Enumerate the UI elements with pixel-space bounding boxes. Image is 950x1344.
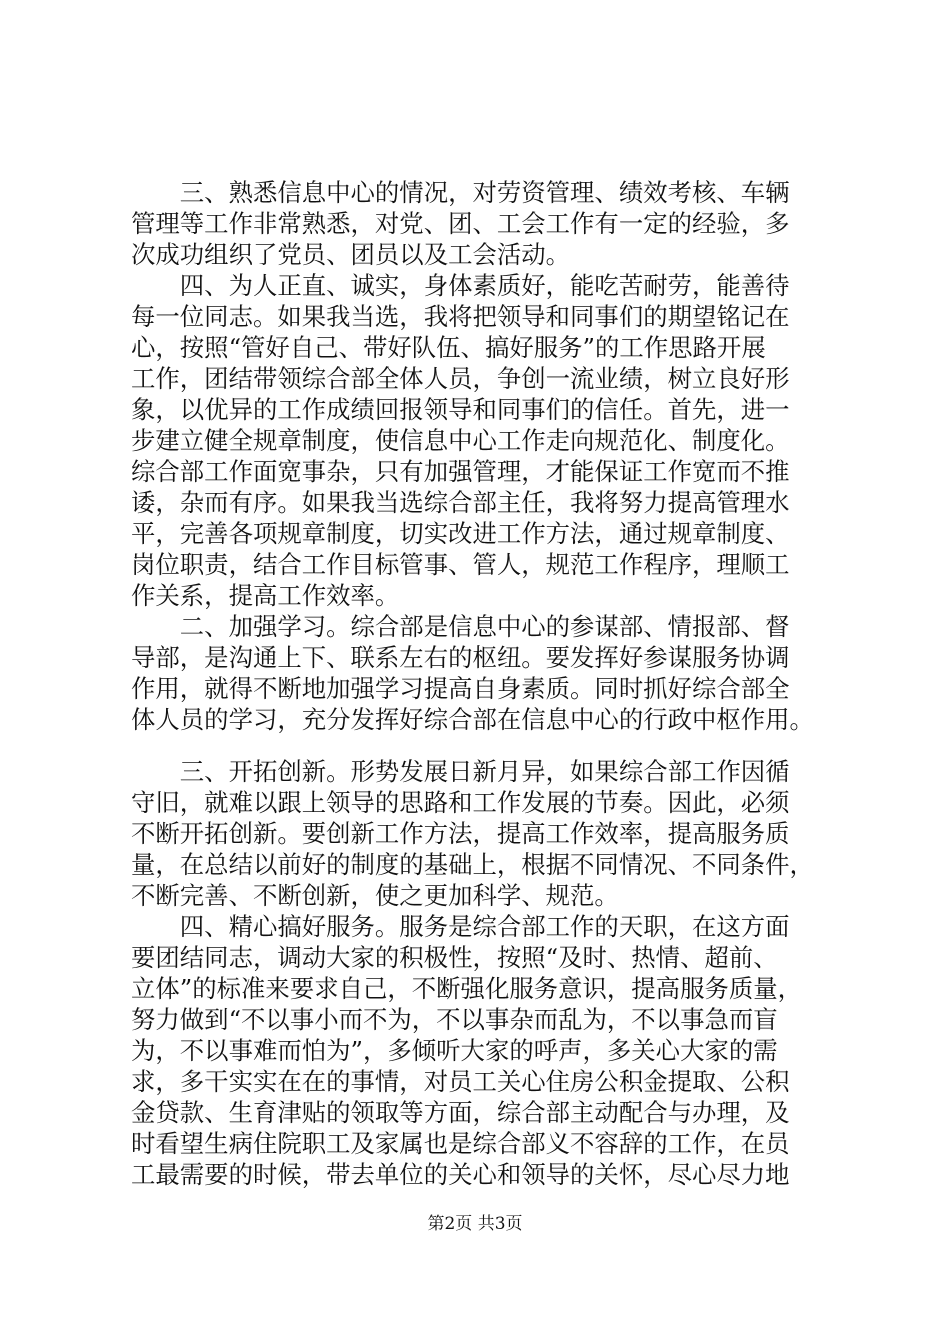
- text-line: 作用，就得不断地加强学习提高自身素质。同时抓好综合部全: [131, 674, 790, 703]
- text-line: 金贷款、生育津贴的领取等方面，综合部主动配合与办理，及: [131, 1098, 790, 1127]
- text-line: 三、熟悉信息中心的情况，对劳资管理、绩效考核、车辆: [131, 178, 790, 207]
- text-line: 次成功组织了党员、团员以及工会活动。: [131, 240, 571, 269]
- text-line: 求，多干实实在在的事情，对员工关心住房公积金提取、公积: [131, 1067, 790, 1096]
- text-line: 象，以优异的工作成绩回报领导和同事们的信任。首先，进一: [131, 395, 790, 424]
- text-line: 努力做到“不以事小而不为，不以事杂而乱为，不以事急而盲: [131, 1005, 778, 1034]
- text-line: 综合部工作面宽事杂，只有加强管理，才能保证工作宽而不推: [131, 457, 790, 486]
- text-line: 诿，杂而有序。如果我当选综合部主任，我将努力提高管理水: [131, 488, 790, 517]
- text-line: 四、为人正直、诚实，身体素质好，能吃苦耐劳，能善待: [131, 271, 790, 300]
- text-line: 心，按照“管好自己、带好队伍、搞好服务”的工作思路开展: [131, 333, 766, 362]
- text-line: 岗位职责，结合工作目标管事、管人，规范工作程序，理顺工: [131, 550, 790, 579]
- text-line: 不断完善、不断创新，使之更加科学、规范。: [131, 881, 619, 910]
- text-line: 体人员的学习，充分发挥好综合部在信息中心的行政中枢作用。: [131, 705, 814, 734]
- text-line: 四、精心搞好服务。服务是综合部工作的天职，在这方面: [131, 912, 790, 941]
- text-line: 守旧，就难以跟上领导的思路和工作发展的节奏。因此，必须: [131, 788, 790, 817]
- text-line: 每一位同志。如果我当选，我将把领导和同事们的期望铭记在: [131, 302, 790, 331]
- text-line: 工作，团结带领综合部全体人员，争创一流业绩，树立良好形: [131, 364, 790, 393]
- text-line: 导部，是沟通上下、联系左右的枢纽。要发挥好参谋服务协调: [131, 643, 790, 672]
- text-line: 管理等工作非常熟悉，对党、团、工会工作有一定的经验，多: [131, 209, 790, 238]
- text-line: 工最需要的时候，带去单位的关心和领导的关怀，尽心尽力地: [131, 1160, 790, 1189]
- text-line: 立体”的标准来要求自己，不断强化服务意识，提高服务质量，: [131, 974, 803, 1003]
- text-line: 二、加强学习。综合部是信息中心的参谋部、情报部、督: [131, 612, 790, 641]
- text-line: 要团结同志，调动大家的积极性，按照“及时、热情、超前、: [131, 943, 778, 972]
- page-number-footer: 第2页 共3页: [427, 1214, 523, 1234]
- text-line: 平，完善各项规章制度，切实改进工作方法，通过规章制度、: [131, 519, 790, 548]
- text-line: 三、开拓创新。形势发展日新月异，如果综合部工作因循: [131, 757, 790, 786]
- text-line: 为，不以事难而怕为”，多倾听大家的呼声，多关心大家的需: [131, 1036, 778, 1065]
- text-line: 不断开拓创新。要创新工作方法，提高工作效率，提高服务质: [131, 819, 790, 848]
- text-line: 作关系，提高工作效率。: [131, 581, 400, 610]
- text-line: 步建立健全规章制度，使信息中心工作走向规范化、制度化。: [131, 426, 790, 455]
- text-line: 时看望生病住院职工及家属也是综合部义不容辞的工作，在员: [131, 1129, 790, 1158]
- text-line: 量，在总结以前好的制度的基础上，根据不同情况、不同条件，: [131, 850, 814, 879]
